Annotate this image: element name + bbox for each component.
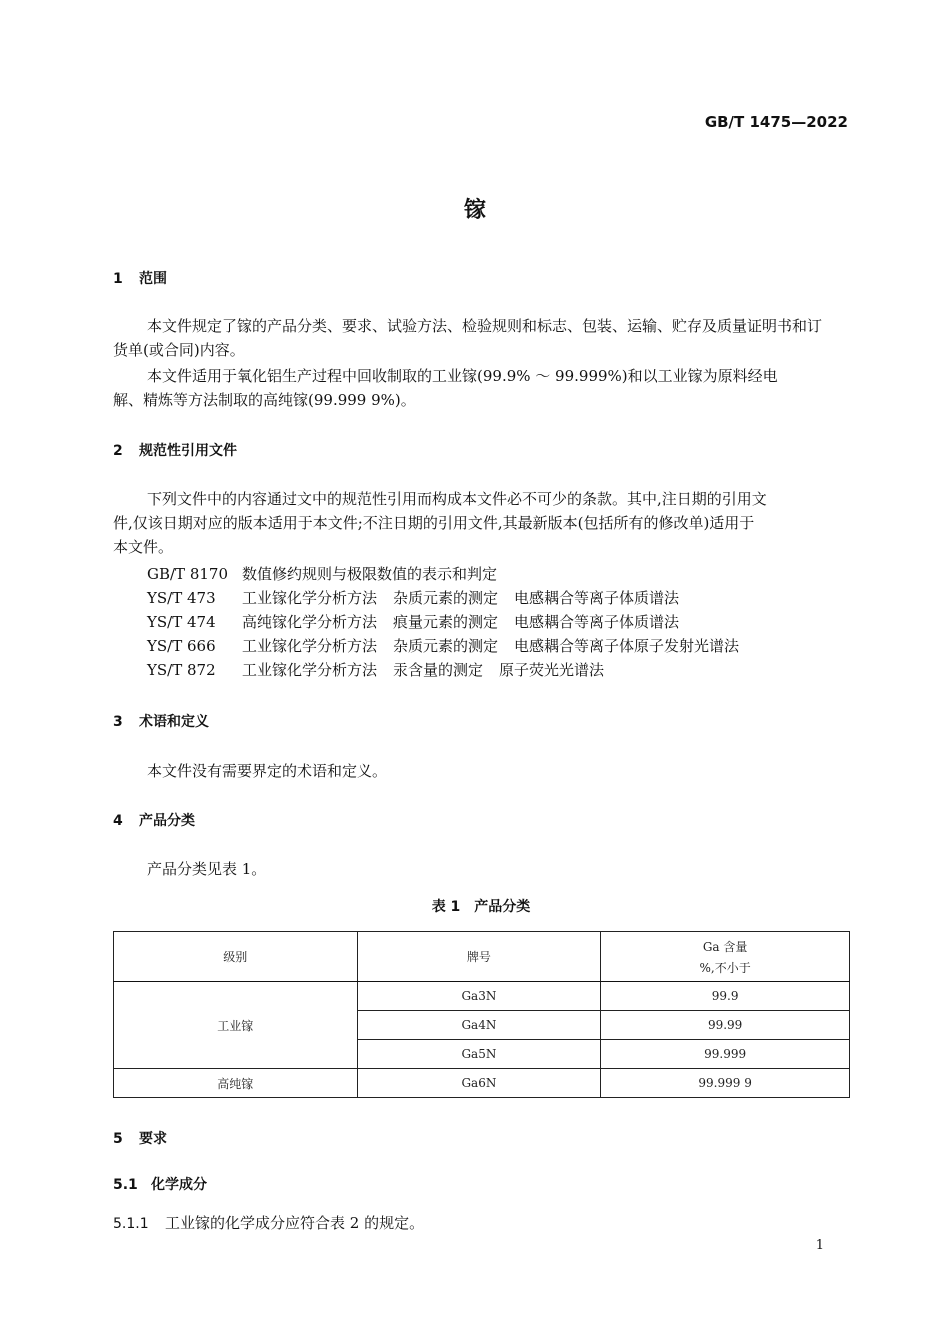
reference-code: YS/T 872 xyxy=(147,661,216,679)
brand-cell: Ga3N xyxy=(357,982,601,1011)
ga-cell: 99.99 xyxy=(601,1011,850,1040)
ga-cell: 99.999 9 xyxy=(601,1069,850,1098)
section-title: 规范性引用文件 xyxy=(139,443,237,459)
section-2-heading xyxy=(113,440,237,460)
standard-code: GB/T 1475—2022 xyxy=(704,113,848,131)
table-row xyxy=(114,1069,850,1098)
reference-method: 电感耦合等离子体质谱法 xyxy=(514,589,680,607)
section-1-paragraph-1 xyxy=(113,314,849,362)
ga-cell: 99.999 xyxy=(601,1040,850,1069)
reference-part: 汞含量的测定 xyxy=(393,661,484,679)
paragraph-line: 本文件。 xyxy=(113,538,174,556)
paragraph-line: 本文件没有需要界定的术语和定义。 xyxy=(147,762,388,780)
subsection-title: 化学成分 xyxy=(151,1177,207,1193)
paragraph-line: 货单(或合同)内容。 xyxy=(113,341,245,359)
section-number: 3 xyxy=(113,714,123,730)
grade-cell: 高纯镓 xyxy=(114,1069,358,1098)
header-brand: 牌号 xyxy=(357,932,601,982)
section-4-heading xyxy=(113,810,195,830)
header-ga-line1: Ga 含量 xyxy=(702,939,748,954)
clause-text: 工业镓的化学成分应符合表 2 的规定。 xyxy=(165,1214,425,1232)
section-title: 产品分类 xyxy=(139,813,195,829)
paragraph-line: 解、精炼等方法制取的高纯镓(99.999 9%)。 xyxy=(113,391,416,409)
reference-title: 工业镓化学分析方法 xyxy=(242,637,378,655)
paragraph-line: 本文件适用于氧化铝生产过程中回收制取的工业镓(99.9% ～ 99.999%)和以工业镓为原料经电 xyxy=(147,367,778,385)
paragraph-line: 产品分类见表 1。 xyxy=(147,860,267,878)
ga-cell: 99.9 xyxy=(601,982,850,1011)
section-1-heading xyxy=(113,268,167,288)
reference-item xyxy=(147,562,497,586)
brand-cell: Ga6N xyxy=(357,1069,601,1098)
section-number: 2 xyxy=(113,443,123,459)
brand-cell: Ga5N xyxy=(357,1040,601,1069)
reference-item xyxy=(147,610,679,634)
reference-part: 痕量元素的测定 xyxy=(393,613,499,631)
paragraph-line: 下列文件中的内容通过文中的规范性引用而构成本文件必不可少的条款。其中,注日期的引用文 xyxy=(147,490,767,508)
header-grade: 级别 xyxy=(114,932,358,982)
reference-title: 高纯镓化学分析方法 xyxy=(242,613,378,631)
section-4-text xyxy=(113,857,849,881)
table-header-row xyxy=(114,932,850,982)
subsection-5-1-heading xyxy=(113,1174,207,1194)
section-2-intro xyxy=(113,487,849,559)
table-caption: 表 1 产品分类 xyxy=(431,899,531,915)
subsection-number: 5.1 xyxy=(113,1177,138,1193)
reference-item xyxy=(147,634,739,658)
reference-item xyxy=(147,658,604,682)
header-ga-content xyxy=(601,932,850,982)
reference-method: 电感耦合等离子体质谱法 xyxy=(514,613,680,631)
reference-title: 数值修约规则与极限数值的表示和判定 xyxy=(242,565,498,583)
section-title: 术语和定义 xyxy=(139,714,209,730)
section-3-text xyxy=(113,759,849,783)
clause-5-1-1 xyxy=(113,1211,424,1236)
reference-method: 电感耦合等离子体原子发射光谱法 xyxy=(514,637,740,655)
reference-code: GB/T 8170 xyxy=(147,565,229,583)
product-classification-table xyxy=(113,931,850,1098)
reference-item xyxy=(147,586,679,610)
reference-title: 工业镓化学分析方法 xyxy=(242,589,378,607)
section-1-paragraph-2 xyxy=(113,364,849,412)
reference-code: YS/T 473 xyxy=(147,589,216,607)
section-number: 1 xyxy=(113,271,123,287)
reference-part: 杂质元素的测定 xyxy=(393,589,499,607)
reference-title: 工业镓化学分析方法 xyxy=(242,661,378,679)
brand-cell: Ga4N xyxy=(357,1011,601,1040)
header-ga-line2: %,不小于 xyxy=(699,960,751,975)
reference-method: 原子荧光光谱法 xyxy=(499,661,605,679)
page-number: 1 xyxy=(815,1238,824,1253)
reference-code: YS/T 666 xyxy=(147,637,216,655)
section-number: 4 xyxy=(113,813,123,829)
grade-cell: 工业镓 xyxy=(114,982,358,1069)
paragraph-line: 本文件规定了镓的产品分类、要求、试验方法、检验规则和标志、包装、运输、贮存及质量证明书和订 xyxy=(147,317,823,335)
section-title: 要求 xyxy=(139,1131,167,1147)
table-row xyxy=(114,982,850,1011)
clause-number: 5.1.1 xyxy=(113,1216,149,1232)
section-number: 5 xyxy=(113,1131,123,1147)
section-5-heading xyxy=(113,1128,167,1148)
document-title: 镓 xyxy=(463,198,486,223)
section-3-heading xyxy=(113,711,209,731)
section-title: 范围 xyxy=(139,271,167,287)
paragraph-line: 件,仅该日期对应的版本适用于本文件;不注日期的引用文件,其最新版本(包括所有的修改单)适用于 xyxy=(113,514,755,532)
reference-code: YS/T 474 xyxy=(147,613,216,631)
reference-part: 杂质元素的测定 xyxy=(393,637,499,655)
